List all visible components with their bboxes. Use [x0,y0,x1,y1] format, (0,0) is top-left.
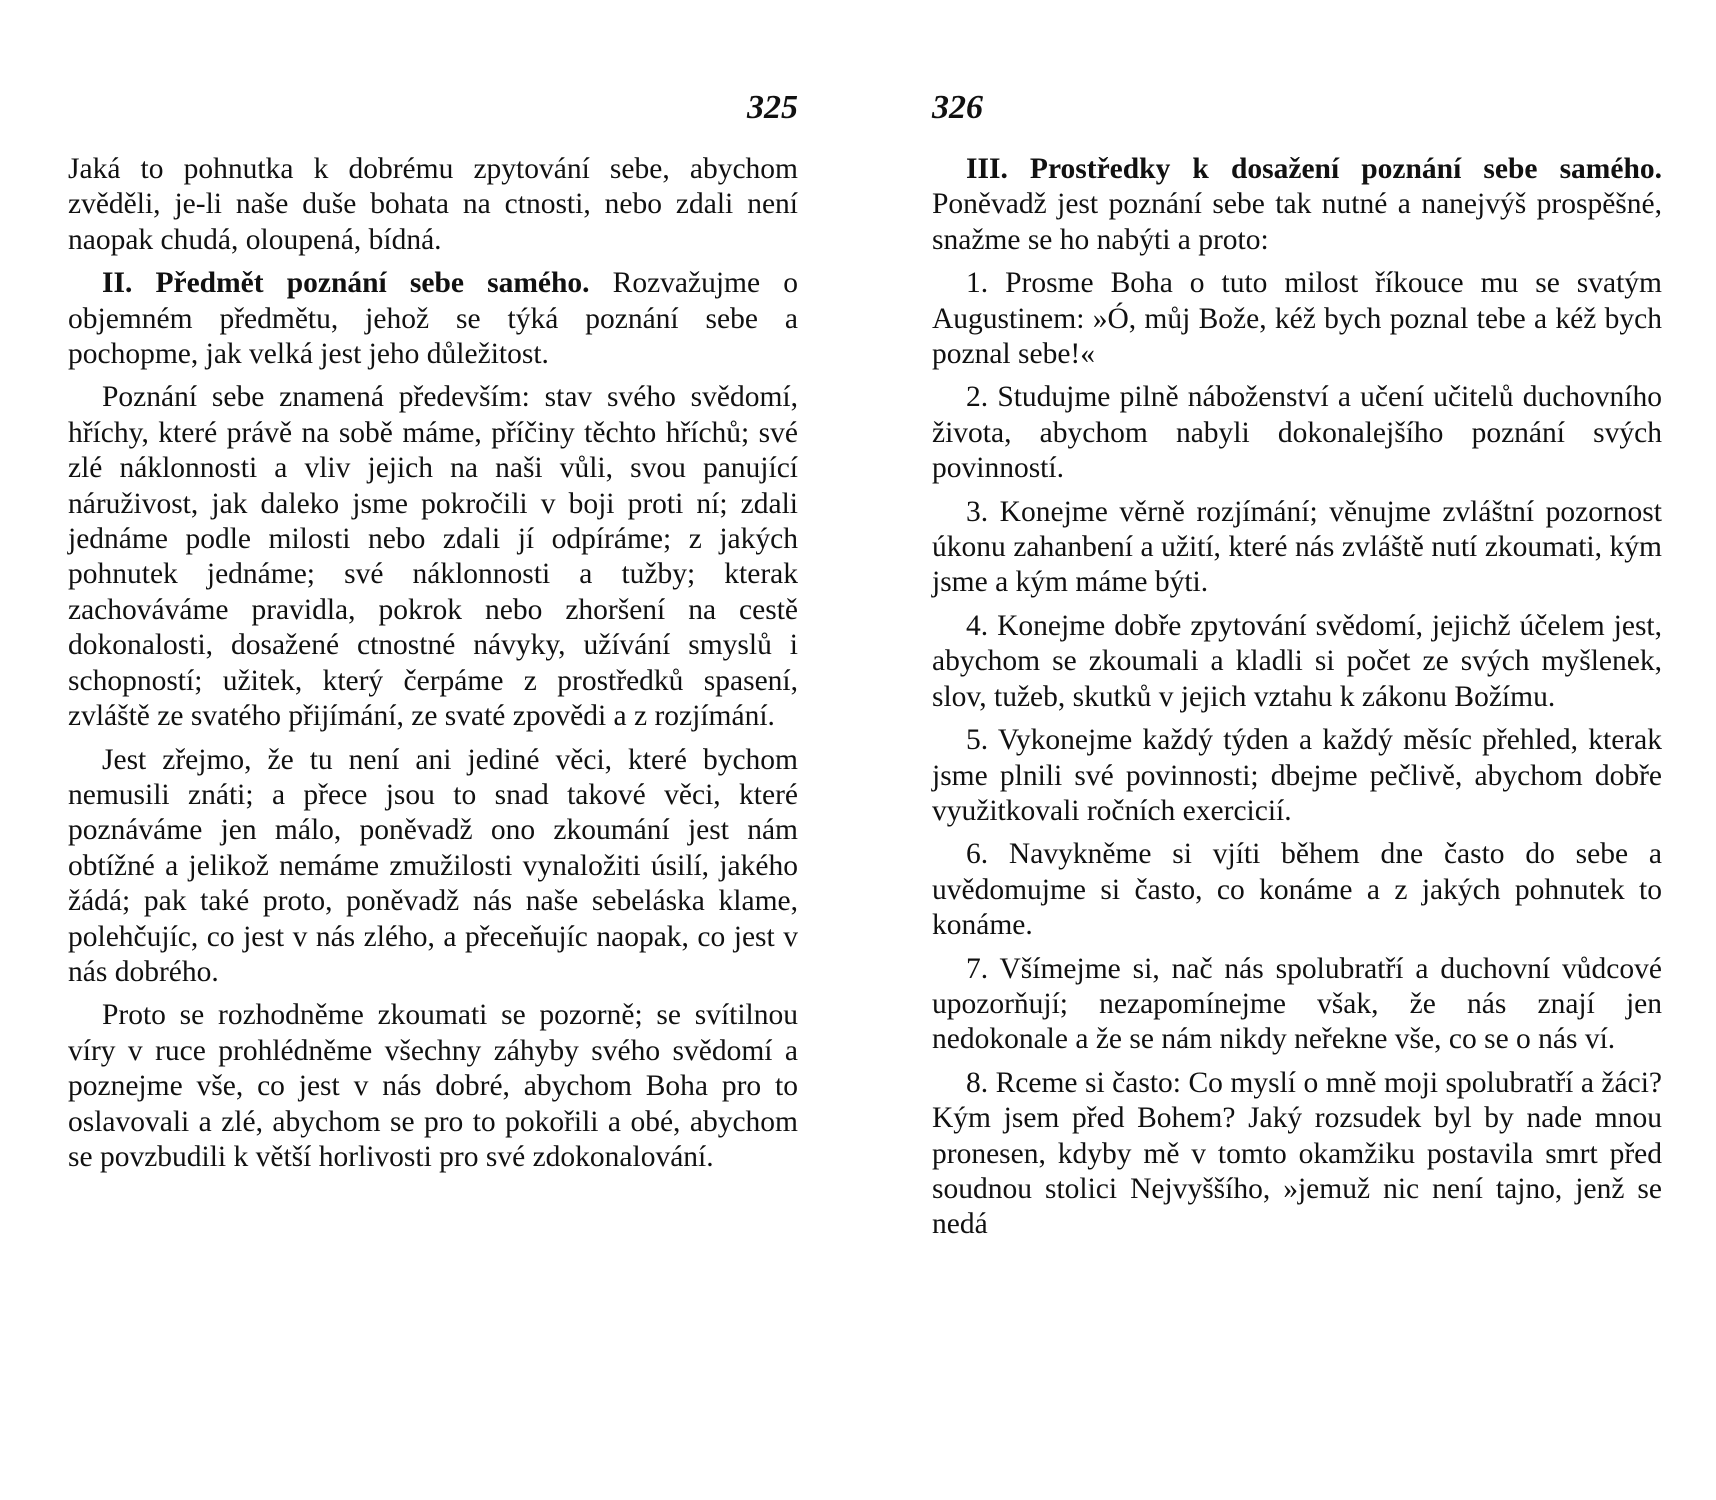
section-heading: II. Předmět poznání sebe samého. [102,267,590,300]
paragraph-text: Rozvažujme o objemném předmětu, jehož se týká poznání sebe a pochopme, jak velká jest jeho důležitost. [68,267,798,371]
list-item [932,609,1662,715]
paragraph-text: Poznání sebe znamená především: stav svého svědomí, hříchy, které právě na sobě máme, příčiny těchto hříchů; své zlé náklonnosti a vliv jejich na naši vůli, svou panující náruživost, jak daleko jsme pokročili v boji proti ní; zdali jednáme podle milosti nebo zdali jí odpíráme; z jakých pohnutek jednáme; své náklonnosti a tužby; kterak zachováváme pravidla, pokrok nebo zhoršení na cestě dokonalosti, dosažené ctnostné návyky, užívání smyslů i schopností; užitek, který čerpáme z prostředků spasení, zvláště ze svatého přijímání, ze svaté zpovědi a z rozjímání. [68,381,798,733]
paragraph [68,998,798,1175]
paragraph-text: Proto se rozhodněme zkoumati se pozorně; se svítilnou víry v ruce prohlédněme všechny záhyby svého svědomí a poznejme vše, co jest v nás dobré, abychom Boha pro to oslavovali a zlé, abychom se pro to pokořili a obé, abychom se povzbudili k větší horlivosti pro své zdokonalování. [68,999,798,1173]
list-item [932,1066,1662,1243]
list-item-text: 1. Prosme Boha o tuto milost říkouce mu se svatým Augustinem: »Ó, můj Bože, kéž bych poznal tebe a kéž bych poznal sebe!« [932,267,1662,371]
list-item [932,723,1662,829]
section-heading: III. Prostředky k dosažení poznání sebe samého. [966,153,1662,185]
page-number: 326 [932,89,983,126]
paragraph-text: Poněvadž jest poznání sebe tak nutné a nanejvýš prospěšné, snažme se ho nabýti a proto: [932,188,1662,256]
paragraph [68,380,798,734]
paragraph-text: Jaká to pohnutka k dobrému zpytování sebe, abychom zvěděli, je-li naše duše bohata na ctnosti, nebo zdali není naopak chudá, oloupená, bídná. [68,153,798,256]
page-number: 325 [747,89,798,126]
list-item-text: 5. Vykonejme každý týden a každý měsíc přehled, kterak jsme plnili své povinnosti; dbejme pečlivě, abychom dobře využitkovali ročních exercicií. [932,724,1662,827]
list-item-text: 4. Konejme dobře zpytování svědomí, jejichž účelem jest, abychom se zkoumali a kladli si počet ze svých myšlenek, slov, tužeb, skutků v jejich vztahu k zákonu Božímu. [932,609,1662,713]
paragraph [68,743,798,991]
paragraph-text: Jest zřejmo, že tu není ani jediné věci, které bychom nemusili znáti; a přece jsou to snad takové věci, které poznáváme jen málo, poněvadž ono zkoumání jest nám obtížné a jelikož nemáme zmužilosti vynaložiti úsilí, jakého žádá; pak také proto, poněvadž nás naše sebeláska klame, polehčujíc, co jest v nás zlého, a přeceňujíc naopak, co jest v nás dobrého. [68,743,798,988]
list-item-text: 3. Konejme věrně rozjímání; věnujme zvláštní pozornost úkonu zahanbení a užití, které nás zvláště nutí zkoumati, kým jsme a kým máme býti. [932,495,1662,599]
list-item [932,380,1662,486]
list-item [932,495,1662,601]
list-item-text: 2. Studujme pilně náboženství a učení učitelů duchovního života, abychom nabyli dokonalejšího poznání svých povinností. [932,381,1662,485]
list-item [932,952,1662,1058]
paragraph [68,152,798,258]
section-paragraph [68,266,798,372]
list-item-text: 8. Rceme si často: Co myslí o mně moji spolubratří a žáci? Kým jsem před Bohem? Jaký rozsudek byl by nade mnou pronesen, kdyby mě v tomto okamžiku postavila smrt před soudnou stolici Nejvyššího, »jemuž nic není tajno, jenž se nedá [932,1066,1662,1241]
list-item [932,266,1662,372]
list-item [932,837,1662,943]
section-paragraph [932,152,1662,258]
right-page [932,88,1662,1251]
left-page [68,88,798,1183]
list-item-text: 6. Navykněme si vjíti během dne často do sebe a uvědomujme si často, co konáme a z jakých pohnutek to konáme. [932,838,1662,942]
list-item-text: 7. Všímejme si, nač nás spolubratří a duchovní vůdcové upozorňují; nezapomínejme však, že nás znají jen nedokonale a že se nám nikdy neřekne vše, co se o nás ví. [932,952,1662,1056]
